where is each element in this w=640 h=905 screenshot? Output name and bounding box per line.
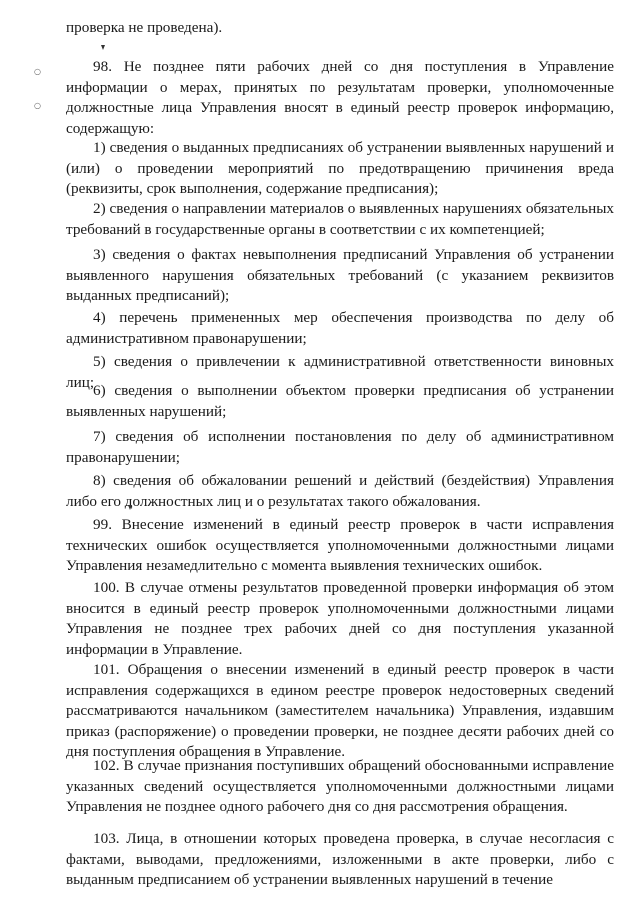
- scan-tick-icon: [128, 505, 132, 510]
- list-item-4: 4) перечень примененных мер обеспечения производства по делу об административном правонарушении;: [66, 309, 614, 347]
- paragraph-101: 101. Обращения о внесении изменений в единый реестр проверок в части исправления содержащихся в едином реестре проверок недостоверных сведений рассматриваются начальником (заместителем начальника) Управления, издавшим приказ (распоряжение) о проведении проверки, не позднее десяти рабочих дней со дня поступления обращения в Управление.: [66, 661, 614, 760]
- paragraph-98: 98. Не позднее пяти рабочих дней со дня поступления в Управление информации о мерах, принятых по результатам проверки, уполномоченные должностные лица Управления вносят в единый реестр проверок информацию, содержащую:: [66, 58, 614, 137]
- margin-mark-icon: ○: [34, 67, 41, 76]
- list-item-1: 1) сведения о выданных предписаниях об устранении выявленных нарушений и (или) о проведении мероприятий по предотвращению причинения вреда (реквизиты, срок выполнения, содержание предписания);: [66, 139, 614, 197]
- list-item-8: 8) сведения об обжаловании решений и действий (бездействия) Управления либо его должностных лиц и о результатах такого обжалования.: [66, 472, 614, 510]
- list-item-6: 6) сведения о выполнении объектом проверки предписания об устранении выявленных нарушений;: [66, 382, 614, 420]
- list-item-2: 2) сведения о направлении материалов о выявленных нарушениях обязательных требований в государственные органы в соответствии с их компетенцией;: [66, 200, 614, 238]
- list-item-7: 7) сведения об исполнении постановления по делу об административном правонарушении;: [66, 428, 614, 466]
- paragraph-103: 103. Лица, в отношении которых проведена проверка, в случае несогласия с фактами, выводами, предложениями, изложенными в акте проверки, либо с выданным предписанием об устранении выявленных нарушений в течение: [66, 830, 614, 888]
- paragraph-102: 102. В случае признания поступивших обращений обоснованными исправление указанных сведений осуществляется уполномоченными должностными лицами Управления не позднее одного рабочего дня со дня рассмотрения обращения.: [66, 757, 614, 815]
- scan-tick-icon: [101, 45, 105, 50]
- paragraph-continuation: проверка не проведена).: [66, 19, 223, 36]
- paragraph-99: 99. Внесение изменений в единый реестр проверок в части исправления технических ошибок осуществляется уполномоченными должностными лицами Управления незамедлительно с момента выявления технических ошибок.: [66, 516, 614, 574]
- paragraph-100: 100. В случае отмены результатов проведенной проверки информация об этом вносится в единый реестр проверок уполномоченными должностными лицами Управления не позднее трех рабочих дней со дня поступления указанной информации в Управление.: [66, 579, 614, 658]
- margin-mark-icon: ○: [34, 101, 41, 110]
- list-item-3: 3) сведения о фактах невыполнения предписаний Управления об устранении выявленного нарушения обязательных требований (с указанием реквизитов выданных предписаний);: [66, 246, 614, 304]
- list-item-5: 5) сведения о привлечении к административной ответственности виновных лиц;: [66, 353, 614, 391]
